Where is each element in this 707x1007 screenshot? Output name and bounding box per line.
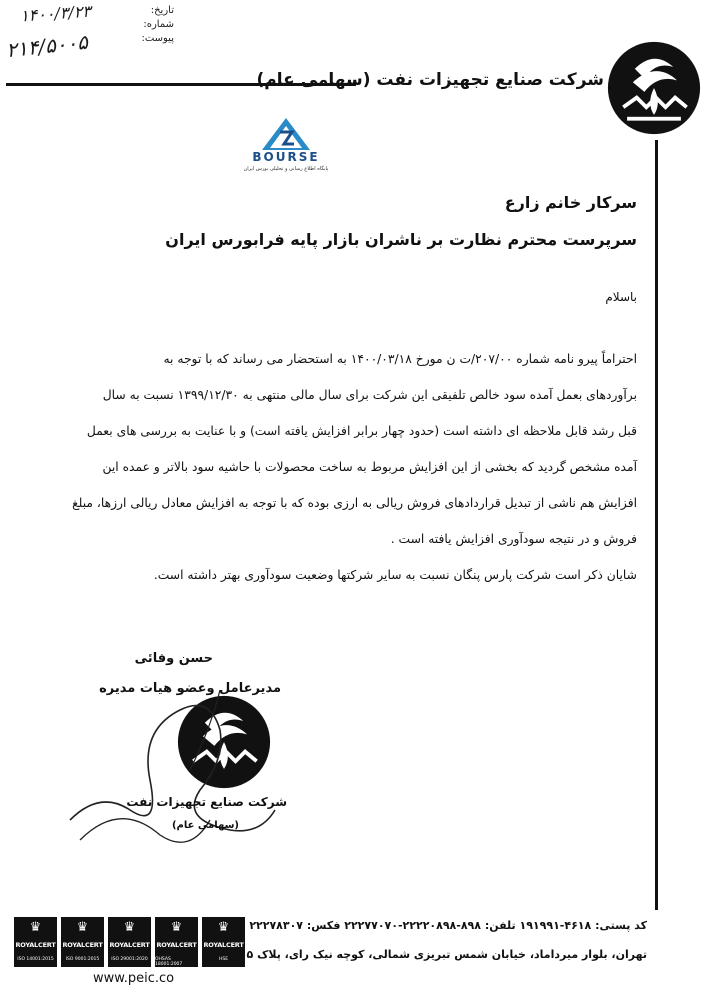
- cert-brand: ROYALCERT: [62, 941, 103, 949]
- cert-badge: [61, 917, 104, 967]
- signer-name: حسن وفائی: [134, 651, 213, 666]
- handwritten-signature-icon: [60, 670, 290, 870]
- cert-badge: [14, 917, 57, 967]
- cert-standard: ISO 14001:2015: [17, 957, 54, 962]
- body-line: فروش و در نتیجه سودآوری افزایش یافته است .: [390, 532, 637, 546]
- bourse-logo-word: BOURSE: [252, 150, 320, 164]
- footer-address: تهران، بلوار میرداماد، خیابان شمس تبریزی شمالی، کوچه نیک رای، پلاک ۵: [246, 948, 647, 961]
- company-logo-icon: [606, 40, 702, 136]
- certification-badges: [14, 917, 246, 967]
- crown-icon: ♛: [217, 920, 230, 935]
- cert-badge: [155, 917, 198, 967]
- crown-icon: ♛: [29, 920, 42, 935]
- body-line: قبل رشد قابل ملاحظه ای داشته است (حدود چهار برابر افزایش یافته است) و با عنایت به بررسی های بعمل: [86, 424, 637, 438]
- number-label: شماره:: [143, 19, 174, 30]
- crown-icon: ♛: [170, 920, 183, 935]
- stamp-company-name: شرکت صنایع تجهیزات نفت: [126, 795, 287, 809]
- cert-standard: ISO 9001:2015: [65, 957, 100, 962]
- body-line: برآوردهای بعمل آمده سود خالص تلفیقی این شرکت برای سال مالی منتهی به ۱۳۹۹/۱۲/۳۰ نسبت به سال: [102, 388, 637, 402]
- date-label: تاریخ:: [150, 5, 174, 16]
- recipient: سرکار خانم زارع: [504, 193, 637, 212]
- greeting: باسلام: [605, 290, 637, 304]
- bourse-logo-subtitle: پایگاه اطلاع رسانی و تحلیلی بورس ایران: [243, 166, 329, 172]
- company-name: شرکت صنایع تجهیزات نفت (سهامی عام): [256, 70, 604, 90]
- subject: سرپرست محترم نظارت بر ناشران بازار پایه فرابورس ایران: [165, 230, 637, 249]
- cert-brand: ROYALCERT: [203, 941, 244, 949]
- crown-icon: ♛: [123, 920, 136, 935]
- cert-badge: [202, 917, 245, 967]
- cert-standard: HSE: [218, 957, 229, 962]
- letter-meta-labels: [114, 4, 174, 46]
- cert-brand: ROYALCERT: [15, 941, 56, 949]
- cert-standard: OHSAS 18001:2007: [155, 957, 183, 967]
- body-line: آمده مشخص گردید که بخشی از این افزایش مربوط به ساخت محصولات با حاشیه سود بالاتر و عمده این: [102, 460, 637, 474]
- letterhead-vertical-rule: [655, 140, 658, 910]
- cert-standard: ISO 29001:2020: [111, 957, 148, 962]
- crown-icon: ♛: [76, 920, 89, 935]
- body-line: افزایش هم ناشی از تبدیل قراردادهای فروش ریالی به ارزی بوده که با توجه به افزایش معادل ریالی ارزها، مبلغ: [72, 496, 637, 510]
- handwritten-number: ۲۱۴/۵۰۰۵: [4, 29, 89, 63]
- cert-badge: [108, 917, 151, 967]
- website-link[interactable]: www.peic.co: [93, 971, 175, 986]
- body-line: احتراماً پیرو نامه شماره ۲۰۷/۰۰/ت ن مورخ ۱۴۰۰/۰۳/۱۸ به استحضار می رساند که با توجه به: [163, 352, 637, 366]
- attachment-label: پیوست:: [141, 33, 174, 44]
- footer-contact: کد پستی: ۴۶۱۸-۱۹۱۹۹۱ تلفن: ۸۹۸-۲۲۲۲۰۸۹۸-۲۲۲۷۷۰۷۰ فکس: ۲۲۲۷۸۳۰۷: [249, 919, 647, 932]
- stamp-company-type: (سهامی عام): [171, 820, 239, 831]
- closing-line: شایان ذکر است شرکت پارس پنگان نسبت به سایر شرکتها وضعیت سودآوری بهتر داشته است.: [153, 568, 637, 582]
- cert-brand: ROYALCERT: [156, 941, 197, 949]
- handwritten-date: ۱۴۰۰/۳/۲۳: [19, 1, 92, 26]
- signer-title: مدیرعامل وعضو هیات مدیره: [99, 681, 281, 696]
- cert-brand: ROYALCERT: [109, 941, 150, 949]
